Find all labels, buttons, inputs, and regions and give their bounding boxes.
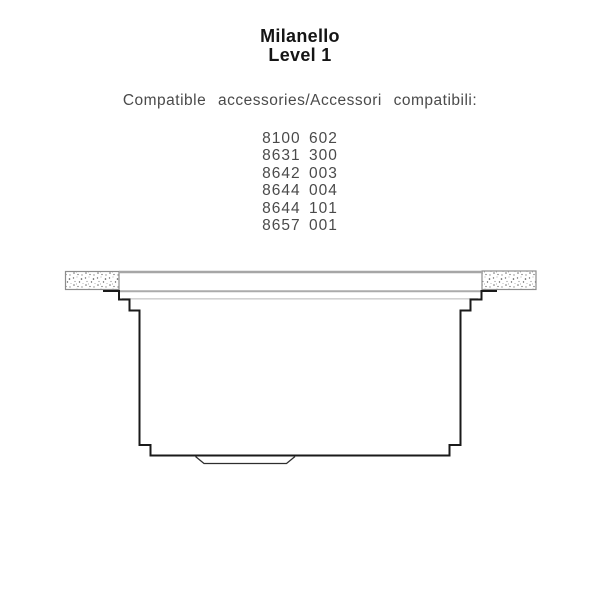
countertop-section-left [66,272,120,290]
accessory-code: 8644 101 [262,199,338,217]
countertop-section-right [482,271,536,290]
product-name: Milanello [260,26,340,46]
accessory-code: 8631 300 [262,147,338,165]
sink-bowl-profile [104,291,496,456]
accessory-code: 8657 001 [262,217,338,235]
product-level: Level 1 [268,45,332,65]
compatible-accessories-heading: Compatible accessories/Accessori compatibili: [122,92,478,109]
accessory-code: 8100 602 [262,130,338,147]
accessory-code: 8642 003 [262,164,338,182]
accessory-code: 8644 004 [262,182,338,200]
drain-recess-profile [196,457,296,464]
